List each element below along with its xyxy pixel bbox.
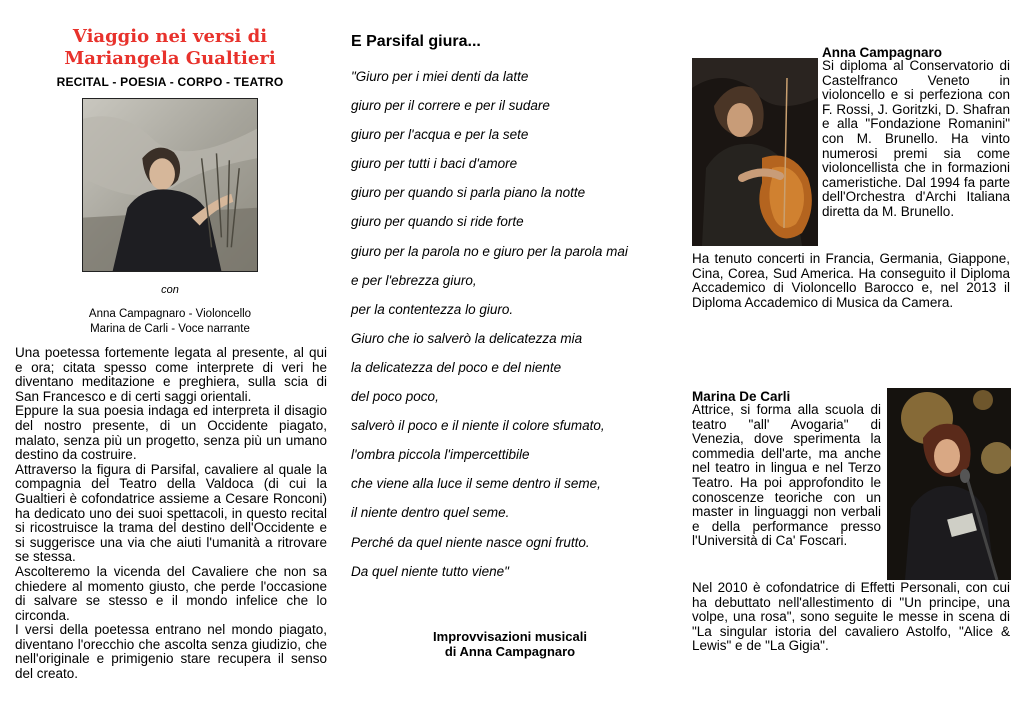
poem-title: E Parsifal giura... xyxy=(351,33,481,50)
improv-line-2: di Anna Campagnaro xyxy=(444,643,576,659)
poem-line: Giuro che io salverò la delicatezza mia xyxy=(351,330,583,346)
credit-narrator: Marina de Carli - Voce narrante xyxy=(90,323,250,335)
poet-portrait-photo xyxy=(82,98,258,272)
improvisations-note xyxy=(400,630,620,659)
poem-line: giuro per quando si ride forte xyxy=(351,214,524,230)
poem-line: "Giuro per i miei denti da latte xyxy=(351,69,529,84)
poem xyxy=(351,68,671,592)
credit-cello: Anna Campagnaro - Violoncello xyxy=(88,308,252,320)
poem-line: Da quel niente tutto viene" xyxy=(351,563,509,579)
poem-line: che viene alla luce il seme dentro il seme, xyxy=(351,476,601,492)
poem-line: l'ombra piccola l'impercettibile xyxy=(351,447,530,463)
recital-subtitle: RECITAL - POESIA - CORPO - TEATRO xyxy=(56,75,284,89)
recital-description xyxy=(15,346,327,682)
poem-line: giuro per tutti i baci d'amore xyxy=(351,156,518,172)
bio-text-de-carli-continued: Nel 2010 è cofondatrice di Effetti Personali, con cui ha debuttato nell'allestimento di "Un principe, una volpe, una rosa", sono seguite le messe in scena di "La singular istoria del cavaliero Astolfo, "Alice & Lewis" e de "La Gigia". xyxy=(692,580,1010,654)
left-column xyxy=(0,0,340,723)
description-paragraph: Ascolteremo la vicenda del Cavaliere che non sa chiedere al momento giusto, che perde l'occasione di salvare se stesso e il mondo infelice che lo circonda. xyxy=(15,563,327,623)
right-column xyxy=(680,0,1023,723)
con-label: con xyxy=(161,284,179,296)
poem-line: giuro per la parola no e giuro per la parola mai xyxy=(351,243,628,259)
improv-line-1: Improvvisazioni musicali xyxy=(433,629,587,644)
poem-line: e per l'ebrezza giuro, xyxy=(351,272,477,288)
poem-line: salverò il poco e il niente il colore sfumato, xyxy=(351,418,605,434)
bio-name-de-carli: Marina De Carli xyxy=(692,389,791,404)
title-line-1: Viaggio nei versi di xyxy=(72,26,268,47)
poem-line: giuro per quando si parla piano la notte xyxy=(351,185,586,201)
poem-line: per la contentezza lo giuro. xyxy=(351,301,514,317)
poem-line: il niente dentro quel seme. xyxy=(351,505,510,521)
title-line-2: Mariangela Gualtieri xyxy=(64,48,276,69)
poem-line: giuro per l'acqua e per la sete xyxy=(351,127,529,143)
poem-line: del poco poco, xyxy=(351,389,439,405)
cellist-photo-icon xyxy=(692,58,818,246)
poem-line: la delicatezza del poco e del niente xyxy=(351,359,562,375)
bio-text-campagnaro: Si diploma al Conservatorio di Castelfranco Veneto in violoncello e si perfeziona con F. Rossi, J. Goritzki, D. Shafran e alla "Fondazione Romanini" con M. Brunello. Ha vinto numerosi premi sia come violoncellista che in formazioni cameristiche. Dal 1994 fa parte dell'Orchestra d'Archi Italiana diretta da M. Brunello. xyxy=(822,58,1010,219)
recital-title xyxy=(0,26,340,70)
middle-column xyxy=(340,0,680,723)
poem-line: giuro per il correre e per il sudare xyxy=(351,98,550,114)
description-paragraph: I versi della poetessa entrano nel mondo piagato, diventano l'orecchio che ascolta senza giudizio, che nell'originale e primigenio stare recupera il senso del creato. xyxy=(15,622,327,682)
poem-line: Perché da quel niente nasce ogni frutto. xyxy=(351,534,590,550)
narrator-photo-icon xyxy=(887,388,1011,580)
description-paragraph: Eppure la sua poesia indaga ed interpreta il disagio del nostro presente, di un Occidente piagato, malato, senza più un progetto, senza più un umano destino da costruire. xyxy=(15,403,327,463)
performers-credits xyxy=(0,307,340,337)
bio-text-campagnaro-continued: Ha tenuto concerti in Francia, Germania, Giappone, Cina, Corea, Sud America. Ha conseguito il Diploma Accademico di Violoncello Barocco e, nel 2013 il Diploma Accademico di Musica da Camera. xyxy=(692,251,1010,310)
description-paragraph: Una poetessa fortemente legata al presente, al qui e ora; citata spesso come interprete di veri he diventano meditazione e preghiera, sulla scia di San Francesco e di certi saggi orientali. xyxy=(15,345,327,404)
cellist-photo xyxy=(692,58,818,246)
portrait-photo-icon xyxy=(83,99,257,271)
description-paragraph: Attraverso la figura di Parsifal, cavaliere al quale la compagnia del Teatro della Valdoca (di cui la Gualtieri è cofondatrice assieme a Cesare Ronconi) ha dedicato uno dei suoi spettacoli, in questo recital si ricostruisce la trama del destino dell'Occidente e si suggerisce una via che aiuti l'umanità a ritrovare se stessa. xyxy=(15,461,327,565)
bio-text-de-carli: Attrice, si forma alla scuola di teatro "all' Avogaria" di Venezia, dove sperimenta la commedia dell'arte, ma anche nel teatro in lingua e nel Terzo Teatro. Ha poi approfondito le conoscenze teoriche con un master in linguaggi non verbali e della performance presso l'Università di Ca' Foscari. xyxy=(692,402,881,549)
narrator-photo xyxy=(887,388,1011,580)
bio-name-campagnaro: Anna Campagnaro xyxy=(822,45,943,60)
